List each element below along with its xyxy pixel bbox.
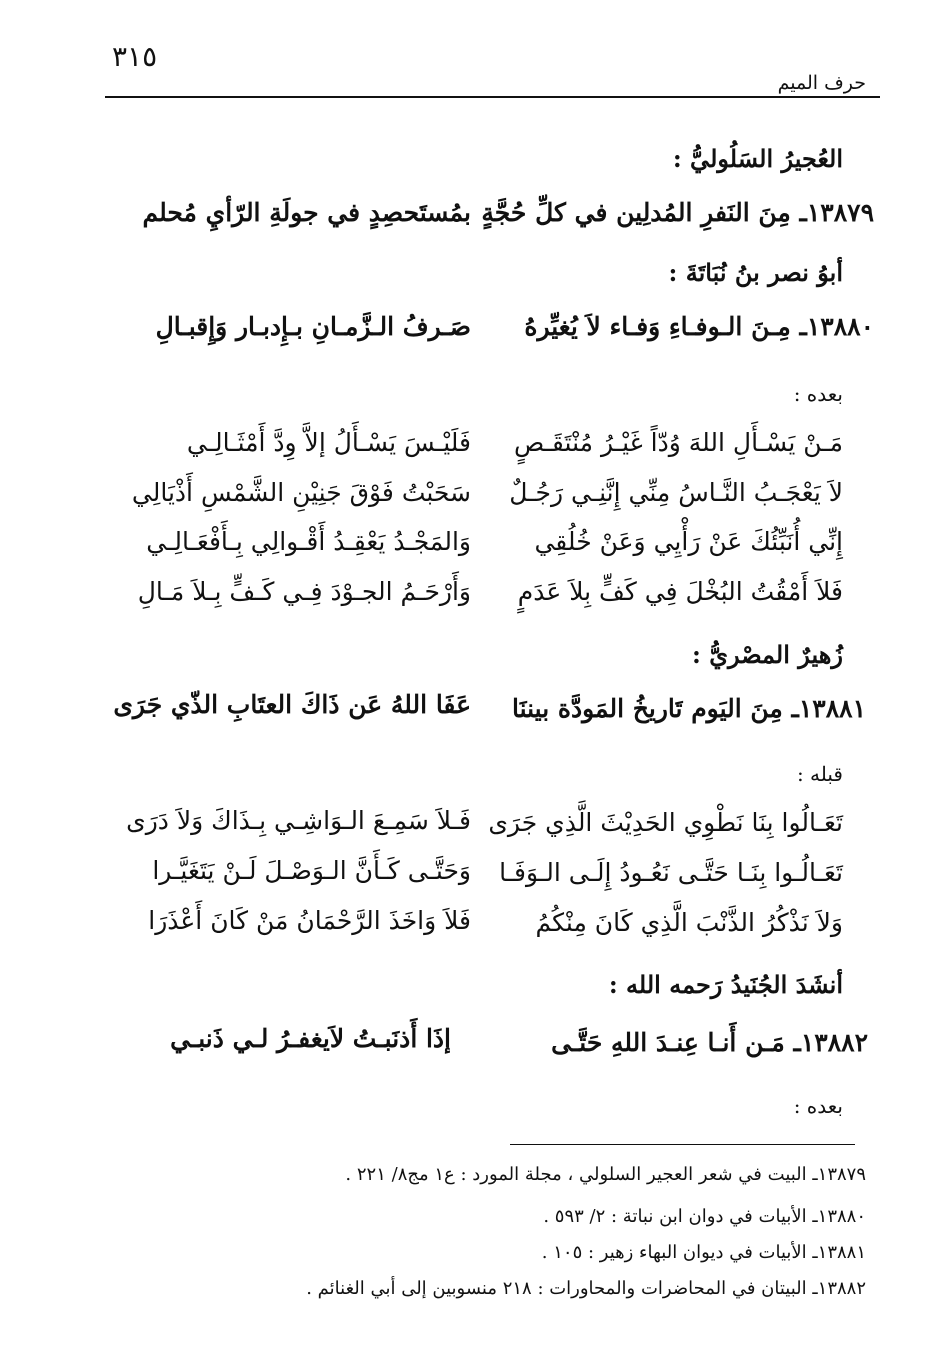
verse-hemistich-second: بمُستَحصِدٍ في جولَةِ الرّأيِ مُحلم — [142, 198, 471, 227]
verse-hemistich-first: ١٣٨٨٢ـ مَـن أَنـا عِنـدَ اللهِ حَتَّـى — [551, 1028, 868, 1057]
context-verse-first: فَلاَ أَمْقُتُ البُخْلَ فِي كَفٍّ بِلاَ عَدَمٍ — [517, 577, 843, 606]
running-title: حرف الميم — [777, 72, 866, 94]
verse-hemistich-first: ١٣٨٨٠ـ مِـنَ الـوفـاءِ وَفـاء لاَ يُغيِّرهُ — [524, 312, 874, 341]
context-verse-second: فَـلاَ سَمِـعَ الـوَاشِـي بِـذَاكَ وَلاَ دَرَى — [126, 806, 471, 835]
context-verse-first: لاَ يَعْجَـبُ النَّـاسُ مِنِّي إِنَّنِـي رَجُـلٌ — [509, 478, 843, 507]
context-verse-second: وَحَتَّـى كَـأَنَّ الـوَصْـلَ لَـنْ يَتَغَيَّـرا — [152, 856, 471, 885]
context-verse-first: تَعَـالُـوا بِنَـا حَتَّـى نَعُـودُ إِلَـى الـوَفَـا — [499, 858, 843, 887]
verse-hemistich-second: إذَا أَذنَبـتُ لاَيغفـرُ لـي ذَنبـي — [170, 1024, 451, 1053]
footnote: ١٣٨٨١ـ الأبيات في ديوان البهاء زهير : ١٠٥ . — [541, 1242, 866, 1263]
context-label: بعده : — [793, 382, 843, 406]
context-verse-second: فَلاَ وَاخَذَ الرَّحْمَانُ مَنْ كَانَ أَعْذَرَا — [148, 906, 471, 935]
context-verse-first: إِنِّي أُنَبِّئُكَ عَنْ رَأْيِي وَعَنْ خُلُقِي — [534, 527, 843, 556]
context-label: بعده : — [793, 1094, 843, 1118]
verse-hemistich-second: عَفَا اللهُ عَن ذَاكَ العتَابِ الذّي جَرَى — [113, 690, 471, 719]
context-label: قبله : — [796, 762, 843, 786]
footnote: ١٣٨٨٠ـ الأبيات في دوان ابن نباتة : ٢/ ٥٩٣ . — [543, 1206, 866, 1227]
context-verse-first: وَلاَ نَذْكُرُ الذَّنْبَ الَّذِي كَانَ مِنْكُمُ — [535, 908, 843, 937]
verse-hemistich-first: ١٣٨٧٩ـ مِنَ النَفرِ المُدلِين في كلِّ حُجَّةٍ — [481, 198, 874, 227]
verse-hemistich-second: صَـرفُ الـزَّمـانِ بـإِدبـار وَإِقبـالِ — [155, 312, 471, 341]
poet-name: أنشَدَ الجُنَيدُ رَحمه الله : — [608, 970, 843, 999]
context-verse-second: وَالمَجْـدُ يَعْقِـدُ أَقْـوالِي بِـأَفْعَـالِـي — [146, 527, 471, 556]
poet-name: أبوُ نصر بنُ نُبَاتَةَ : — [668, 258, 843, 287]
page-number: ٣١٥ — [112, 40, 158, 73]
context-verse-second: وَأَرْحَـمُ الجـوْدَ فِـي كَـفٍّ بِـلاَ مَـالِ — [137, 577, 471, 606]
footnote-rule — [510, 1144, 855, 1145]
verse-hemistich-first: ١٣٨٨١ـ مِنَ اليَوم تَاريخُ المَودَّة بيننَا — [511, 694, 866, 723]
context-verse-second: فَلَيْـسَ يَسْـأَلُ إلاَّ وِدَّ أَمْثَـالِـي — [186, 428, 471, 457]
context-verse-second: سَحَبْتُ فَوْقَ جَنِيْنِ الشَّمْسِ أَذْيَالِي — [131, 478, 471, 507]
header-rule — [105, 96, 880, 98]
context-verse-first: تَعَـالُوا بِنَا نَطْوِي الحَدِيْثَ الَّذِي جَرَى — [488, 808, 843, 837]
footnote: ١٣٨٧٩ـ البيت في شعر العجير السلولي ، مجلة المورد : ع١ مج٨/ ٢٢١ . — [345, 1164, 866, 1185]
poet-name: زُهيرٌ المصْريُّ : — [692, 640, 843, 669]
poet-name: العُجيرُ السَلُوليُّ : — [672, 144, 843, 173]
context-verse-first: مَـنْ يَسْـأَلِ اللهَ وُدّاً غَيْـرُ مُنْتَقَـصٍ — [513, 428, 843, 457]
footnote: ١٣٨٨٢ـ البيتان في المحاضرات والمحاورات : ٢١٨ منسوبين إلى أبي الغنائم . — [306, 1278, 866, 1299]
